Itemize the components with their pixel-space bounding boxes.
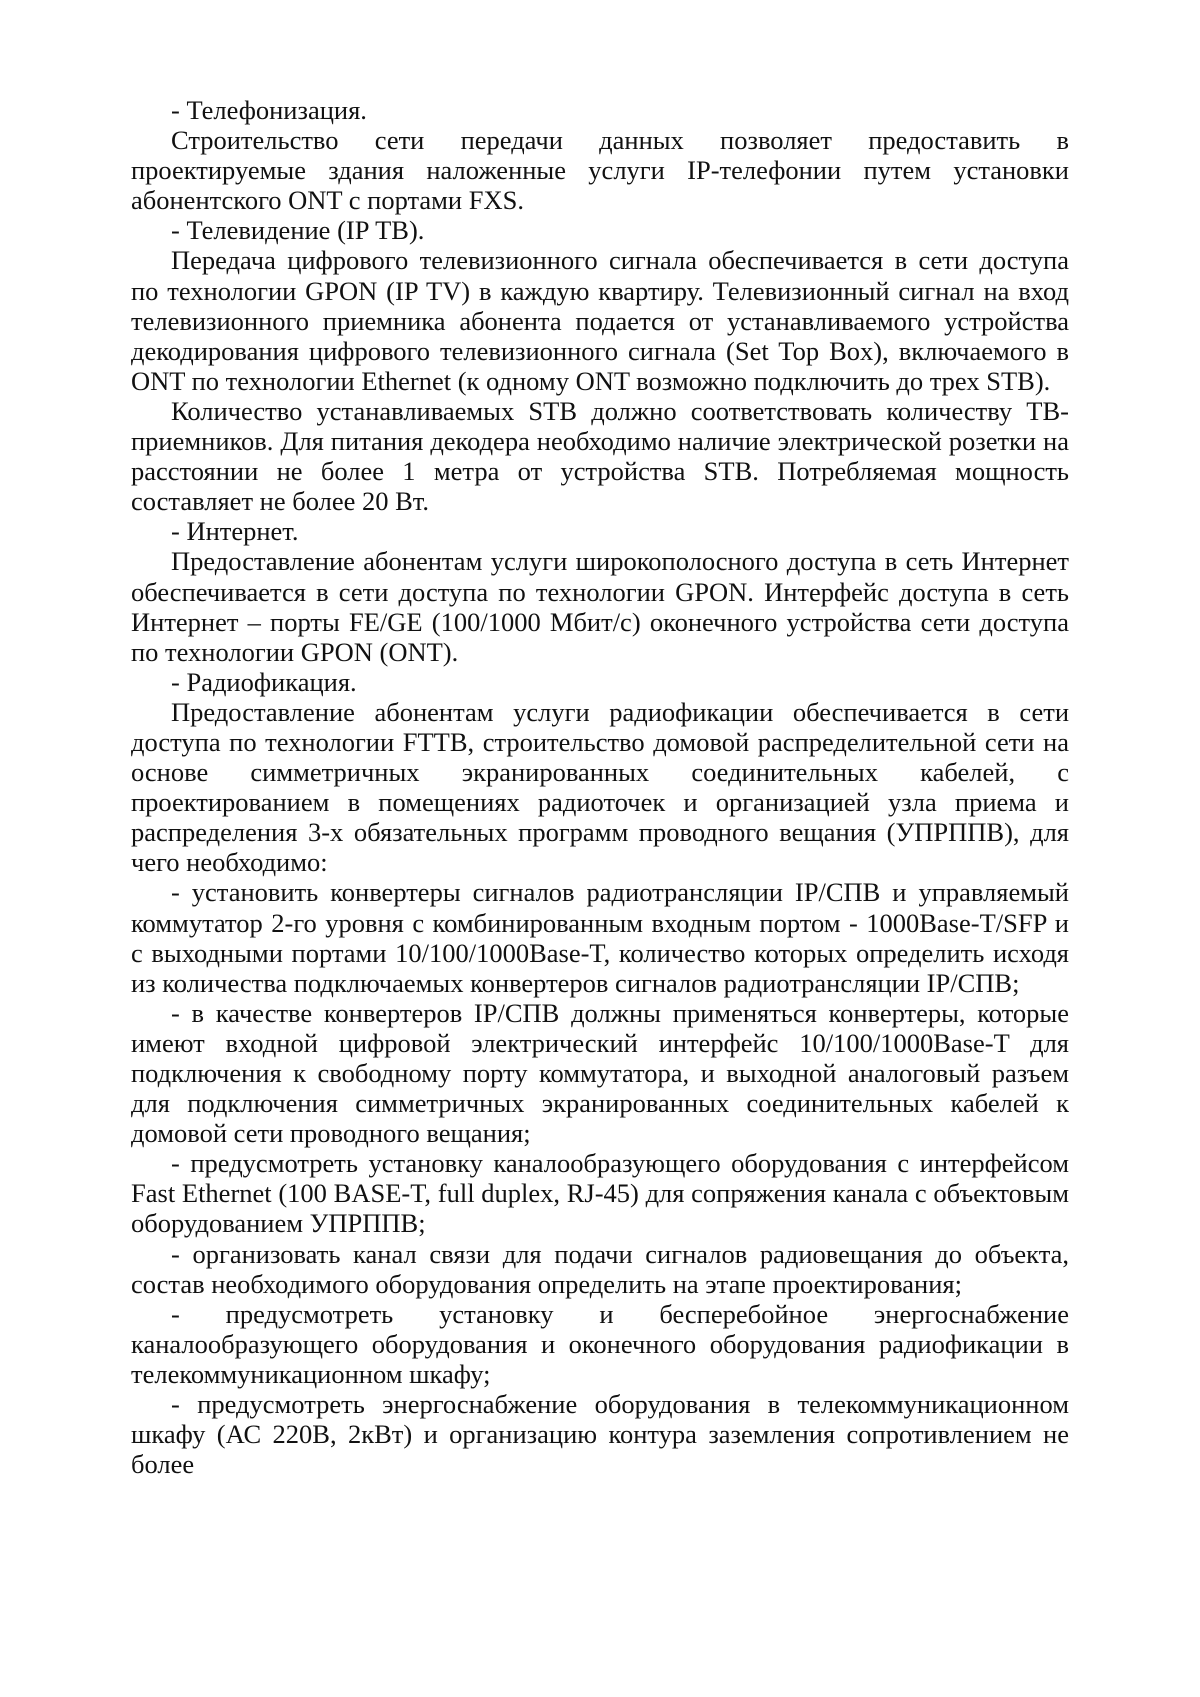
paragraph-telephony: Строительство сети передачи данных позволяет предоставить в проектируемые здания наложенные услуги IP-телефонии путем установки абонентского ONT с портами FXS. [131,125,1069,216]
paragraph-stb-count: Количество устанавливаемых STB должно соответствовать количеству ТВ-приемников. Для питания декодера необходимо наличие электрической розетки на расстоянии не более 1 метра от устройства STB. Потребляемая мощность составляет не более 20 Вт. [131,395,1069,517]
document-text [131,95,1069,1479]
list-item-channel-equipment: - предусмотреть установку каналообразующего оборудования с интерфейсом Fast Ethernet (100 BASE-T, full duplex, RJ-45) для сопряжения канала с объектовым оборудованием УПРППВ; [131,1148,1069,1239]
section-heading-television: - Телевидение (IP ТВ). [171,215,425,246]
list-item-grounding: - предусмотреть энергоснабжение оборудования в телекоммуникационном шкафу (АС 220В, 2кВт) и организацию контура заземления сопротивлением не более [131,1389,1069,1480]
paragraph-internet: Предоставление абонентам услуги широкополосного доступа в сеть Интернет обеспечивается в сети доступа по технологии GPON. Интерфейс доступа в сеть Интернет – порты FE/GE (100/1000 Мбит/с) оконечного устройства сети доступа по технологии GPON (ONT). [131,546,1069,667]
paragraph-television-transmission: Передача цифрового телевизионного сигнала обеспечивается в сети доступа по технологии GPON (IP TV) в каждую квартиру. Телевизионный сигнал на вход телевизионного приемника абонента подается от устанавливаемого устройства декодирования цифрового телевизионного сигнала (Set Top Box), включаемого в ONT по технологии Ethernet (к одному ONT возможно подключить до трех STB). [131,245,1069,396]
section-heading-internet: - Интернет. [171,516,299,547]
list-item-converter-requirements: - в качестве конвертеров IP/СПВ должны применяться конвертеры, которые имеют входной цифровой электрический интерфейс 10/100/1000Base-T для подключения к свободному порту коммутатора, и выходной аналоговый разъем для подключения симметричных экранированных соединительных кабелей к домовой сети проводного вещания; [131,997,1069,1149]
list-item-converters: - установить конвертеры сигналов радиотрансляции IP/СПВ и управляемый коммутатор 2-го уровня с комбинированным входным портом - 1000Base-T/SFP и с выходными портами 10/100/1000Base-T, количество которых определить исходя из количества подключаемых конвертеров сигналов радиотрансляции IP/СПВ; [131,877,1069,998]
section-heading-radio: - Радиофикация. [171,666,357,697]
section-heading-telephony: - Телефонизация. [171,95,367,125]
paragraph-radio: Предоставление абонентам услуги радиофикации обеспечивается в сети доступа по технологии FTTB, строительство домовой распределительной сети на основе симметричных экранированных соединительных кабелей, с проектированием в помещениях радиоточек и организацией узла приема и распределения 3-х обязательных программ проводного вещания (УПРППВ), для чего необходимо: [131,696,1069,878]
list-item-power-supply: - предусмотреть установку и бесперебойное энергоснабжение каналообразующего оборудования и оконечного оборудования радиофикации в телекоммуникационном шкафу; [131,1298,1069,1389]
list-item-communication-channel: - организовать канал связи для подачи сигналов радиовещания до объекта, состав необходимого оборудования определить на этапе проектирования; [131,1238,1069,1299]
